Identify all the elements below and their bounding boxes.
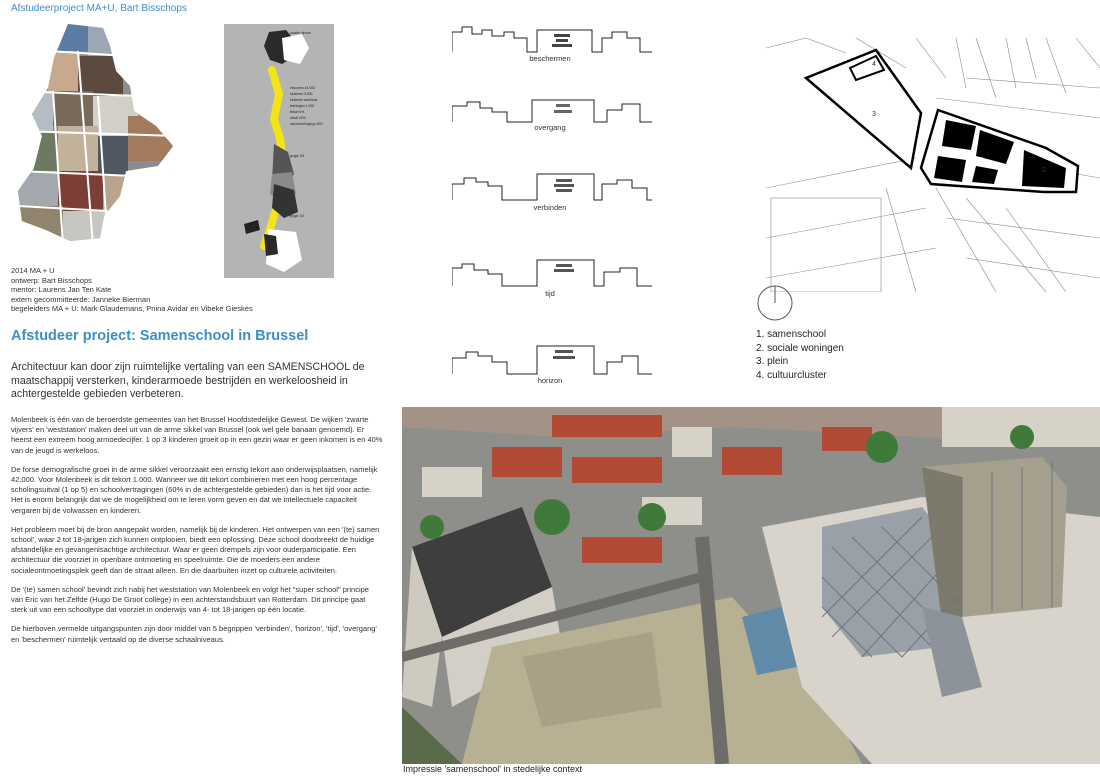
poster-label-9: jeugd 1/5 [290,154,304,158]
credits-external: extern gecommitteerde: Janneke Bierman [11,294,151,304]
section-diagram-tijd [452,256,652,292]
poster-label-6: tekort 6% [290,110,305,114]
section-label-horizon: horizon [537,376,563,385]
poster-label-1: zwarte vijvers [290,31,311,35]
legend-item-cultuurcluster: 4. cultuurcluster [756,369,827,381]
section-diagram-verbinden [452,170,652,206]
north-arrow-icon [756,284,794,322]
credits-design: ontwerp: Bart Bisschops [11,275,92,285]
credits-year: 2014 MA + U [11,266,55,275]
credits-mentor: mentor: Laurens Jan Ten Kate [11,285,112,295]
body-paragraph-2: De forse demografische groei in de arme sikkel veroorzaakt een ernstig tekort aan onderwijsplaatsen, namelijk 42.000. Voor Molenbeek is dit tekort 1.000. Wanneer we dit tekort combineren met een hoog percentage scholingsuitval (1 op 5) en schoolvertragingen (60% in de achtergestelde gebieden) dan is het tijd voor actie. Het is enorm belangrijk dat we de mogelijkheid om te leren vorm geven en dat we intellectuele capaciteit vergaren bij de volwassen en kinderen. [11,464,378,515]
section-label-beschermen: beschermen [529,54,571,63]
molenbeek-photo-collage [8,16,178,256]
poster-label-7: uitval 20% [290,116,306,120]
map-label-3: 3 [872,111,876,118]
body-paragraph-3: Het probleem moet bij de bron aangepakt worden, namelijk bij de kinderen. Het ontwerpen van een '(te) samen school', waar 2 tot 18-jarigen zich kunnen ontplooien, biedt een oplossing. Deze school doorbreekt de huidige afstandelijke en gevangenisachtige architectuur. Waar er geen drempels zijn voor ouderparticipatie. Een architectuur die voorziet in openbare ontmoeting en speelruimte. Die de moeders een andere socialeontmoetingsplek geeft dan de straat alleen. En die daarbuiten inzet op culturele activiteiten. [11,524,380,575]
aerial-impression-image [402,407,1100,764]
site-legend [756,328,844,382]
site-plan [766,38,1100,292]
banana-diagram [224,24,334,278]
map-label-2: 2 [1042,167,1046,174]
poster-label-2: inwoners 44.000 [290,86,315,90]
poster-label-5: leerlingen 1.000 [290,104,315,108]
demographics-poster [224,24,334,278]
page-title: Afstudeer project: Samenschool in Brussel [11,328,309,344]
credits-supervisors: begeleiders MA + U: Mark Glaudemans, Pnina Avidar en Vibeke Gieskes [11,304,253,314]
poster-label-8: schoolvertraging 40% [290,122,323,126]
map-label-1: 1 [980,157,984,164]
project-header: Afstudeerproject MA+U, Bart Bisschops [11,3,187,14]
body-paragraph-1: Molenbeek is één van de beroerdste gemeentes van het Brussel Hoofdstedelijke Gewest. De wijken 'zwarte vijvers' en 'weststation' maken deel uit van de arme sikkel van Brussel (ook wel gele banaan genoemd). Er heerst een extreem hoog armoedecijfer. 1 op 3 kinderen groeit op in een gezin waar er geen inkomen is en 40% van de jeugd is werkeloos. [11,415,383,455]
poster-label-10: jeugd 1/3 [290,214,304,218]
legend-item-sociale-woningen: 2. sociale woningen [756,342,844,354]
section-label-tijd: tijd [545,289,555,298]
section-label-overgang: overgang [534,123,566,132]
section-diagram-overgang [452,94,652,126]
poster-label-3: kinderen 3.900 [290,92,313,96]
poster-label-4: kinderen werkloos [290,98,318,102]
credits-block [11,266,253,314]
map-label-4: 4 [872,61,876,68]
body-paragraph-4: De '(te) samen school' bevindt zich nabij het weststation van Molenbeek en volgt het "super school" principe van Eric van het Zelfde (Hugo De Groot college) in een achterstandsbuurt van Rotterdam. Dit principe gaat sterk uit van een schooltype dat voorziet in onderwijs van 4- tot 18-jarigen op één locatie. [11,584,369,615]
lead-paragraph: Architectuur kan door zijn ruimtelijke vertaling van een SAMENSCHOOL de maatschappij versterken, kinderarmoede bestrijden en werkeloosheid in achtergestelde gebieden verbeteren. [11,361,365,401]
legend-item-samenschool: 1. samenschool [756,329,827,340]
body-text [11,415,383,654]
body-paragraph-5: De hierboven vermelde uitgangspunten zijn door middel van 5 begrippen 'verbinden', 'horizon', 'tijd', 'overgang' en 'beschermen' ruimtelijk vertaald op de diverse schaalniveaus. [11,624,377,644]
section-diagram-horizon [452,342,652,378]
section-label-verbinden: verbinden [533,203,567,212]
image-caption: Impressie 'samenschool' in stedelijke context [403,764,583,774]
legend-item-plein: 3. plein [756,356,789,367]
